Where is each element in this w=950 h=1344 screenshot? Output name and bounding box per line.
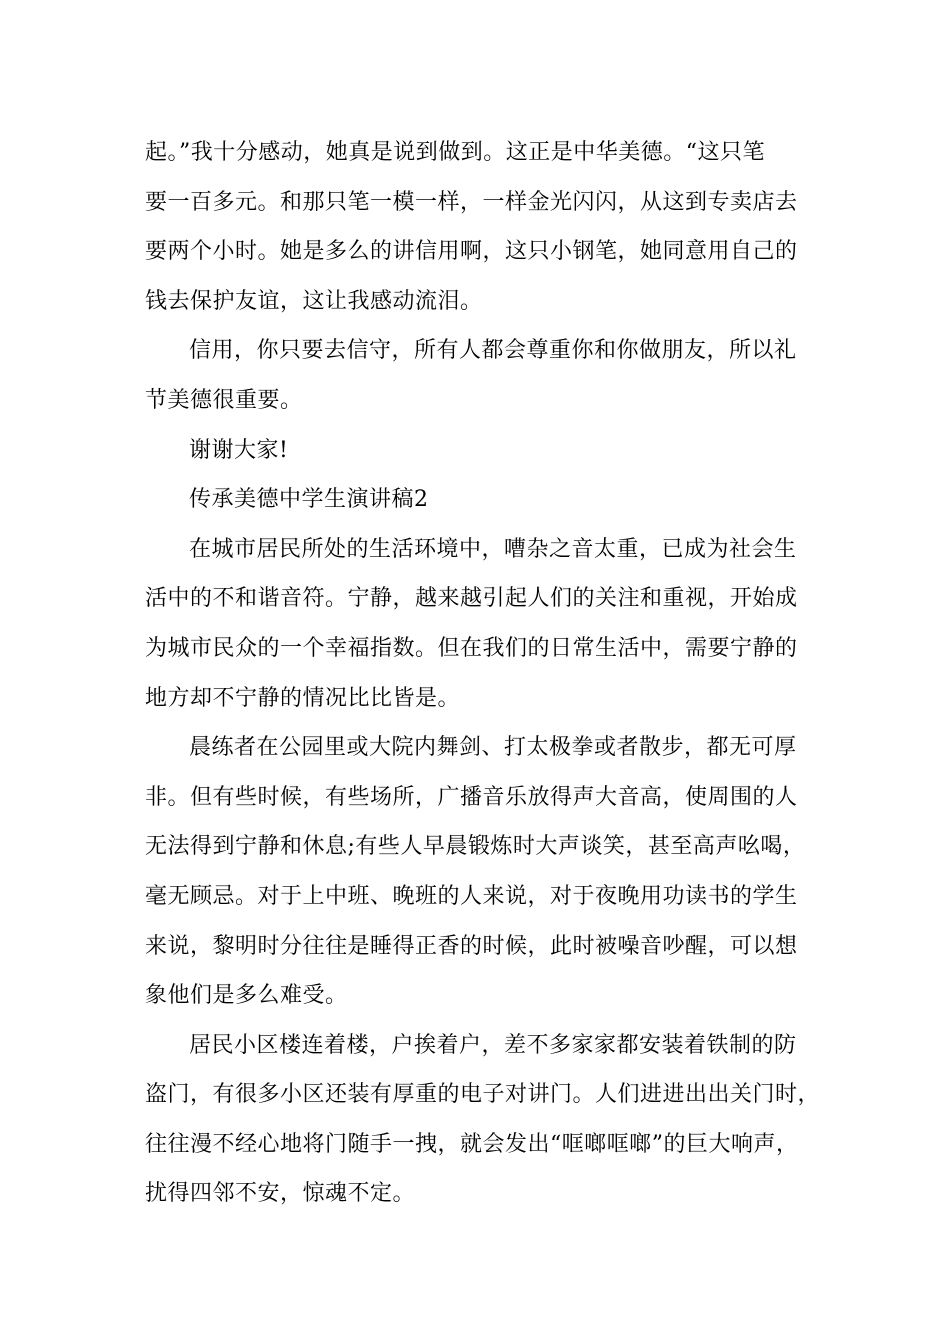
text-line: 非。但有些时候，有些场所，广播音乐放得声大音高，使周围的人 [145, 784, 798, 810]
text-line: 起。”我十分感动，她真是说到做到。这正是中华美德。“这只笔 [145, 140, 765, 165]
paragraph-start-line: 信用，你只要去信守，所有人都会尊重你和你做朋友，所以礼 [189, 338, 797, 364]
text-line: 来说，黎明时分往往是睡得正香的时候，此时被噪音吵醒，可以想 [145, 933, 798, 959]
section-title: 传承美德中学生演讲稿2 [189, 487, 429, 513]
text-line: 地方却不宁静的情况比比皆是。 [145, 685, 461, 711]
text-line: 象他们是多么难受。 [145, 983, 348, 1009]
closing-line: 谢谢大家! [189, 437, 289, 463]
text-line: 无法得到宁静和休息;有些人早晨锻炼时大声谈笑，甚至高声吆喝， [145, 834, 806, 860]
paragraph-start-line: 在城市居民所处的生活环境中，嘈杂之音太重，已成为社会生 [189, 536, 797, 562]
text-line: 钱去保护友谊，这让我感动流泪。 [145, 288, 483, 314]
text-line: 为城市民众的一个幸福指数。但在我们的日常生活中，需要宁静的 [145, 635, 798, 661]
text-line: 要一百多元。和那只笔一模一样，一样金光闪闪，从这到专卖店去 [145, 189, 798, 215]
text-line: 节美德很重要。 [145, 387, 303, 413]
text-line: 活中的不和谐音符。宁静，越来越引起人们的关注和重视，开始成 [145, 586, 798, 612]
text-line: 毫无顾忌。对于上中班、晚班的人来说，对于夜晚用功读书的学生 [145, 883, 798, 909]
text-line: 盗门，有很多小区还装有厚重的电子对讲门。人们进进出出关门时， [145, 1082, 821, 1108]
paragraph-start-line: 晨练者在公园里或大院内舞剑、打太极拳或者散步，都无可厚 [189, 735, 797, 761]
text-line: 扰得四邻不安，惊魂不定。 [145, 1181, 416, 1207]
text-line: 往往漫不经心地将门随手一拽，就会发出“哐啷哐啷”的巨大响声， [145, 1131, 799, 1157]
paragraph-start-line: 居民小区楼连着楼，户挨着户，差不多家家都安装着铁制的防 [189, 1032, 797, 1058]
text-line: 要两个小时。她是多么的讲信用啊，这只小钢笔，她同意用自己的 [145, 239, 798, 265]
document-body [145, 128, 825, 1219]
